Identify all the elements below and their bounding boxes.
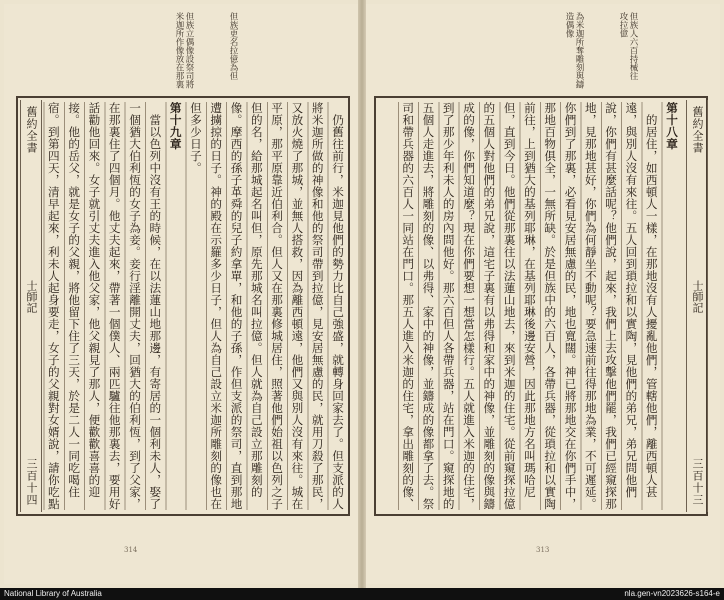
footer-identifier: nla.gen-vn2023626-s164-e: [624, 589, 720, 598]
margin-note: 但族人六百持械往攻拉億: [618, 12, 638, 80]
running-header: [686, 100, 708, 512]
book-name: 士師記: [25, 280, 38, 313]
text-frame: [374, 96, 708, 516]
page-number: 三百十四: [25, 458, 38, 506]
chapter-label: 第十八章: [665, 102, 679, 150]
footer-bar: [0, 588, 724, 600]
text-block: 的居住，如西頓人一樣，在那地沒有人擾亂他們，管轄他們，離西頓人甚遠，與別人沒有來往。五人回到瑣拉和以實陶，見他們的弟兄，弟兄問他們說，你們有甚麼話呢？他們說，起來，我們上去攻擊他們罷，我們已經窺探那地，見那地甚好，你們為何靜坐不動呢？要急速前往得那地為業，不可遲延。你們到了那裏，必看見安居無慮的民，地也寬闊。神已將那地交在你們手中，那地百物俱全，一無所缺。於是但族中的六百人，各帶兵器，從瑣拉和以實陶前往，上到猶大的基列耶琳，在基列耶琳後邊安營，因此那地方名叫瑪哈尼但，直到今日。他們從那裏往以法蓮山地去，來到米迦的住宅。從前窺探拉億的五個人對他們的弟兄說，這宅子裏有以弗得和家中的神像，並雕刻的像與鑄成的像，你們知道麼？現在你們要想一想當怎樣行。五人就進入米迦的住宅，到了那少年利未人的房內問他好。那六百但人各帶兵器，站在門口。窺探地的五個人走進去，將雕刻的像、以弗得、家中的神像，並鑄成的像都拿了去。祭司和帶兵器的六百人一同站在門口。那五人進入米迦的住宅，拿出雕刻的像、: [401, 102, 659, 510]
book-title: 舊約全書: [25, 106, 38, 154]
book-gutter: [358, 0, 366, 588]
folio-mark: 313: [536, 546, 550, 554]
book-title: 舊約全書: [691, 106, 704, 154]
running-header: [20, 100, 42, 512]
footer-library: National Library of Australia: [4, 589, 102, 598]
scripture-text: [42, 102, 348, 510]
margin-note: 但族立偶像設祭司將米迦所作像放在那裏: [174, 12, 194, 89]
page-number: 三百十三: [691, 458, 704, 506]
scripture-text: [398, 102, 682, 510]
margin-note: 為米迦所奪雕刻與鑄造偶像: [564, 12, 584, 89]
text-frame: [16, 96, 350, 516]
book-name: 士師記: [691, 280, 704, 313]
text-block: 仍舊往前行，米迦見他們的勢力比自己強盛，就轉身回家去了。但支派的人將米迦所做的神像和他的祭司帶到拉億，見安居無慮的民，就用刀殺了那民，又放火燒了那城，並無人搭救，因為離西頓遠，他們又與別人沒有來往。城在平原，那平原靠近伯利合。但人又在那裏修城居住，照著他們始祖以色列之子但的名，給那城起名叫但，原先那城名叫拉億。但人就為自己設立那雕刻的像。摩西的孫子革舜的兒子約拿單，和他的子孫，作但支派的祭司，直到那地遭擄掠的日子。神的殿在示羅多少日子，但人為自己設立米迦所雕刻的像也在但多少日子。: [188, 102, 345, 510]
folio-mark: 314: [124, 546, 138, 554]
chapter-label: 第十九章: [168, 102, 183, 150]
left-page: [4, 4, 358, 584]
text-block: 當以色列中沒有王的時候，在以法蓮山地那邊，有寄居的一個利未人，娶了一個猶大伯利恆的女子為妾。妾行淫離開丈夫，回猶大的伯利恆，到了父家，在那裏住了四個月。他丈夫起來，帶著一個僕人、兩匹驢往他那裏去，要用好話勸他回來。女子就引丈夫進入他父家，他父親見了那人，便歡歡喜喜的迎接。他的岳父，就是女子的父親，將他留下住了三天，於是二人一同吃喝住宿。到第四天，清早起來，利未人起身要走，女子的父親對女婿說，請你吃點: [46, 102, 163, 510]
margin-note: 但族更名拉億為但: [228, 12, 238, 80]
right-page: [366, 4, 720, 584]
